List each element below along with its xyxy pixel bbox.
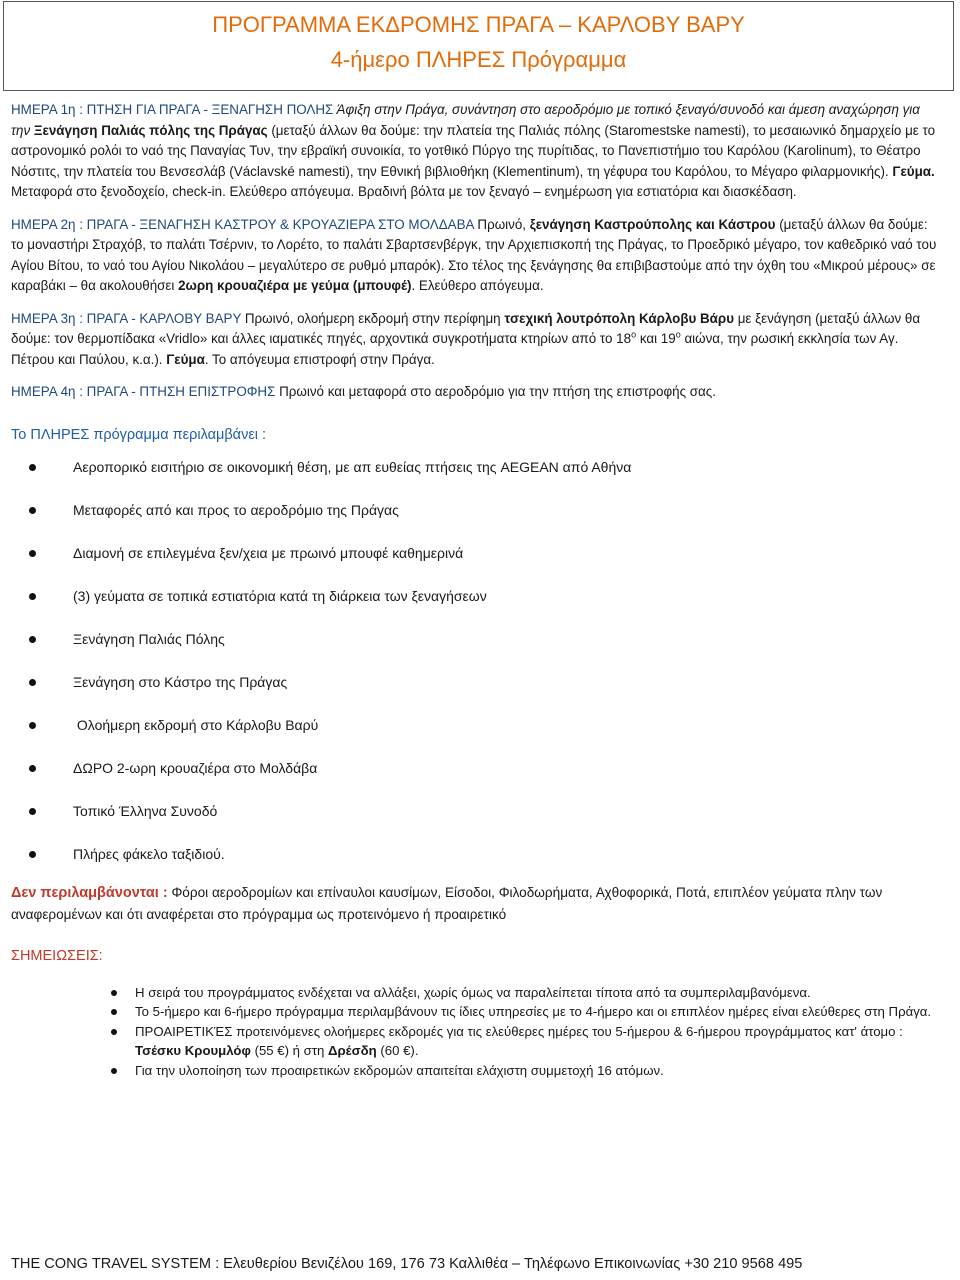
bullet-icon: [111, 1009, 117, 1015]
day-2-paragraph: [11, 215, 941, 297]
list-item: [11, 629, 941, 672]
list-item-text: Διαμονή σε επιλεγμένα ξεν/χεια με πρωινό μπουφέ καθημερινά: [73, 545, 464, 561]
day-2-cruise: 2ωρη κρουαζιέρα με γεύμα (μπουφέ): [178, 278, 412, 293]
bullet-icon: [29, 722, 36, 729]
note-text-2: (55 €) ή στη: [250, 1043, 329, 1058]
list-item-text: Ξενάγηση Παλιάς Πόλης: [73, 631, 225, 647]
bullet-icon: [29, 679, 36, 686]
note-excursion-1: Τσέσκυ Κρουμλόφ: [135, 1043, 251, 1058]
list-item: [11, 844, 941, 887]
bullet-icon: [29, 808, 36, 815]
note-excursion-2: Δρέσδη: [328, 1043, 377, 1058]
day-4-title: ΗΜΕΡΑ 4η : ΠΡΑΓΑ - ΠΤΗΣΗ ΕΠΙΣΤΡΟΦΗΣ: [11, 384, 276, 399]
bullet-icon: [29, 550, 36, 557]
day-1-highlight: Ξενάγηση Παλιάς πόλης της Πράγας: [33, 122, 268, 138]
list-item: [11, 672, 941, 715]
day-2-highlight: ξενάγηση Καστρούπολης και Κάστρου: [529, 216, 776, 232]
bullet-icon: [29, 636, 36, 643]
day-3-title: ΗΜΕΡΑ 3η : ΠΡΑΓΑ - ΚΑΡΛΟΒΥ ΒΑΡΥ: [11, 310, 242, 326]
notes-list: [11, 983, 941, 1081]
list-item-text: ΔΩΡΟ 2-ωρη κρουαζιέρα στο Μολδάβα: [73, 760, 318, 776]
program-title: ΠΡΟΓΡΑΜΜΑ ΕΚΔΡΟΜΗΣ ΠΡΑΓΑ – ΚΑΡΛΟΒΥ ΒΑΡΥ: [212, 12, 745, 37]
excluded-paragraph: [11, 882, 941, 926]
day-3-meal: Γεύμα: [166, 351, 205, 367]
note-text: Η σειρά του προγράμματος ενδέχεται να αλλάξει, χωρίς όμως να παραλείπεται τίποτα από τα συμπεριλαμβανόμενα.: [135, 984, 811, 1000]
bullet-icon: [111, 1068, 117, 1074]
included-title: Το ΠΛΗΡΕΣ πρόγραμμα περιλαμβάνει :: [11, 426, 267, 443]
note-text: ΠΡΟΑΙΡΕΤΙΚΈΣ προτεινόμενες ολοήμερες εκδρομές για τις ελεύθερες ημέρες του 5-ήμερου & 6-ήμερου προγράμματος κατ' άτομο :: [135, 1023, 903, 1039]
note-text: Για την υλοποίηση των προαιρετικών εκδρομών απαιτείται ελάχιστη συμμετοχή 16 ατόμων.: [135, 1062, 664, 1078]
day-3-text-2: με ξενάγηση (μεταξύ άλλων θα δούμε: τον θερμοπίδακα «Vridlo» και άλλες ιαματικές πηγές, αρχοντικά συγκροτήματα κτηρίων από το 18: [11, 310, 921, 346]
day-1-text-2: (μεταξύ άλλων θα δούμε: την πλατεία της Παλιάς πόλης (Staromestske namesti), το μεσαιωνικό δημαρχείο με το αστρονομικό ρολόι το ναό της Παναγίας Τυν, την εβραϊκή συνοικία, το γοτθικό Πύργο της πυρίτιδας, το Πανεπιστήμιο του Καρόλου (Karolinum), το Θέατρο Νόστιτς, την πλατεία του Βενσεσλάβ (Václavské namesti), την Εθνική βιβλιοθήκη (Klementinum), τη γέφυρα του Καρόλου, το Μέγαρο φιλαρμονικής).: [11, 122, 936, 179]
excluded-label: Δεν περιλαμβάνονται :: [11, 885, 168, 901]
note-text-3: (60 €).: [376, 1043, 419, 1058]
list-item: [11, 1061, 941, 1081]
bullet-icon: [29, 593, 36, 600]
note-text: Το 5-ήμερο και 6-ήμερο πρόγραμμα περιλαμβάνουν τις ίδιες υπηρεσίες με το 4-ήμερο και οι επιπλέον ημέρες είναι ελεύθερες στη Πράγα.: [135, 1004, 932, 1019]
day-1-paragraph: [11, 100, 941, 203]
day-3-text-5: . Το απόγευμα επιστροφή στην Πράγα.: [204, 351, 435, 367]
bullet-icon: [111, 990, 117, 996]
bullet-icon: [111, 1029, 117, 1035]
day-3-text: Πρωινό, ολοήμερη εκδρομή στην περίφημη: [241, 310, 505, 326]
list-item-text: Αεροπορικό εισιτήριο σε οικονομική θέση, με απ ευθείας πτήσεις της AEGEAN από Αθήνα: [73, 459, 632, 475]
day-2-title: ΗΜΕΡΑ 2η : ΠΡΑΓΑ - ΞΕΝΑΓΗΣΗ ΚΑΣΤΡΟΥ & ΚΡΟΥΑΖΙΕΡΑ ΣΤΟ ΜΟΛΔΑΒΑ: [11, 216, 474, 232]
day-4-text: Πρωινό και μεταφορά στο αεροδρόμιο για την πτήση της επιστροφής σας.: [275, 384, 716, 399]
title-box: [3, 1, 954, 91]
notes-title: ΣΗΜΕΙΩΣΕΙΣ:: [11, 948, 103, 964]
day-3-sup-1: ο: [631, 329, 637, 340]
document-body: [11, 100, 941, 1080]
list-item: [11, 1022, 941, 1061]
day-4-paragraph: [11, 382, 941, 403]
bullet-icon: [29, 851, 36, 858]
day-1-title: ΗΜΕΡΑ 1η : ΠΤΗΣΗ ΓΙΑ ΠΡΑΓΑ - ΞΕΝΑΓΗΣΗ ΠΟΛΗΣ: [11, 102, 334, 117]
day-3-text-3: και 19: [636, 331, 676, 346]
day-2-text-3: . Ελεύθερο απόγευμα.: [411, 278, 544, 293]
list-item-text: (3) γεύματα σε τοπικά εστιατόρια κατά τη διάρκεια των ξεναγήσεων: [73, 588, 487, 604]
list-item: [11, 586, 941, 629]
list-item: [11, 543, 941, 586]
list-item-text: Τοπικό Έλληνα Συνοδό: [73, 803, 218, 819]
list-item-text: Πλήρες φάκελο ταξιδιού.: [73, 846, 225, 862]
day-1-text: Άφιξη στην Πράγα, συνάντηση στο αεροδρόμιο με τοπικό ξεναγό/συνοδό και άμεση αναχώρηση για την: [11, 102, 920, 138]
list-item: [11, 500, 941, 543]
list-item: [11, 715, 941, 758]
day-3-text-4: αιώνα, την ρωσική εκκλησία των Αγ. Πέτρου και Παύλου, κ.α.).: [11, 331, 899, 367]
list-item-text: Μεταφορές από και προς το αεροδρόμιο της Πράγας: [73, 502, 399, 518]
list-item: [11, 758, 941, 801]
bullet-icon: [29, 464, 36, 471]
day-3-highlight: τσεχική λουτρόπολη Κάρλοβυ Βάρυ: [504, 310, 734, 326]
excluded-text: Φόροι αεροδρομίων και επίναυλοι καυσίμων, Είσοδοι, Φιλοδωρήματα, Αχθοφορικά, Ποτά, επιπλέον γεύματα πλην των αναφερομένων και ότι αναφέρεται στο πρόγραμμα ως προτεινόμενο ή προαιρετικό: [11, 885, 883, 922]
list-item: [11, 801, 941, 844]
day-3-paragraph: [11, 309, 941, 371]
included-list: [11, 457, 941, 887]
day-2-text-2: (μεταξύ άλλων θα δούμε: το μοναστήρι Στραχόβ, το παλάτι Τσέρνιν, το Λορέτο, το παλάτι Σβαρτσενβέργκ, την Αρχιεπισκοπή της Πράγας, το Προεδρικό μέγαρο, τον καθεδρικό ναό του Αγίου Βίτου, το ναό του Αγίου Νικολάου – μεγαλύτερο σε ρυθμό μπαρόκ). Στο τέλος της ξενάγησης θα επιβιβαστούμε από την όχθη του «Μικρού μέρους» σε καραβάκι – θα ακολουθήσει: [11, 216, 937, 293]
day-2-text: Πρωινό,: [473, 216, 530, 232]
footer-contact: THE CONG TRAVEL SYSTEM : Ελευθερίου Βενιζέλου 169, 176 73 Καλλιθέα – Τηλέφωνο Επικοινωνίας +30 210 9568 495: [11, 1256, 803, 1272]
list-item: [11, 983, 941, 1003]
program-subtitle: 4-ήμερο ΠΛΗΡΕΣ Πρόγραμμα: [330, 47, 627, 72]
list-item: [11, 1002, 941, 1022]
list-item: [11, 457, 941, 500]
list-item-text: Ολοήμερη εκδρομή στο Κάρλοβυ Βαρύ: [73, 717, 319, 733]
day-1-meal: Γεύμα.: [892, 163, 935, 179]
day-3-sup-2: ο: [675, 329, 681, 340]
list-item-text: Ξενάγηση στο Κάστρο της Πράγας: [73, 674, 288, 690]
bullet-icon: [29, 507, 36, 514]
bullet-icon: [29, 765, 36, 772]
day-1-text-3: Μεταφορά στο ξενοδοχείο, check-in. Ελεύθερο απόγευμα. Βραδινή βόλτα με τον ξεναγό – ενημέρωση για εστιατόρια και διασκέδαση.: [11, 184, 797, 199]
